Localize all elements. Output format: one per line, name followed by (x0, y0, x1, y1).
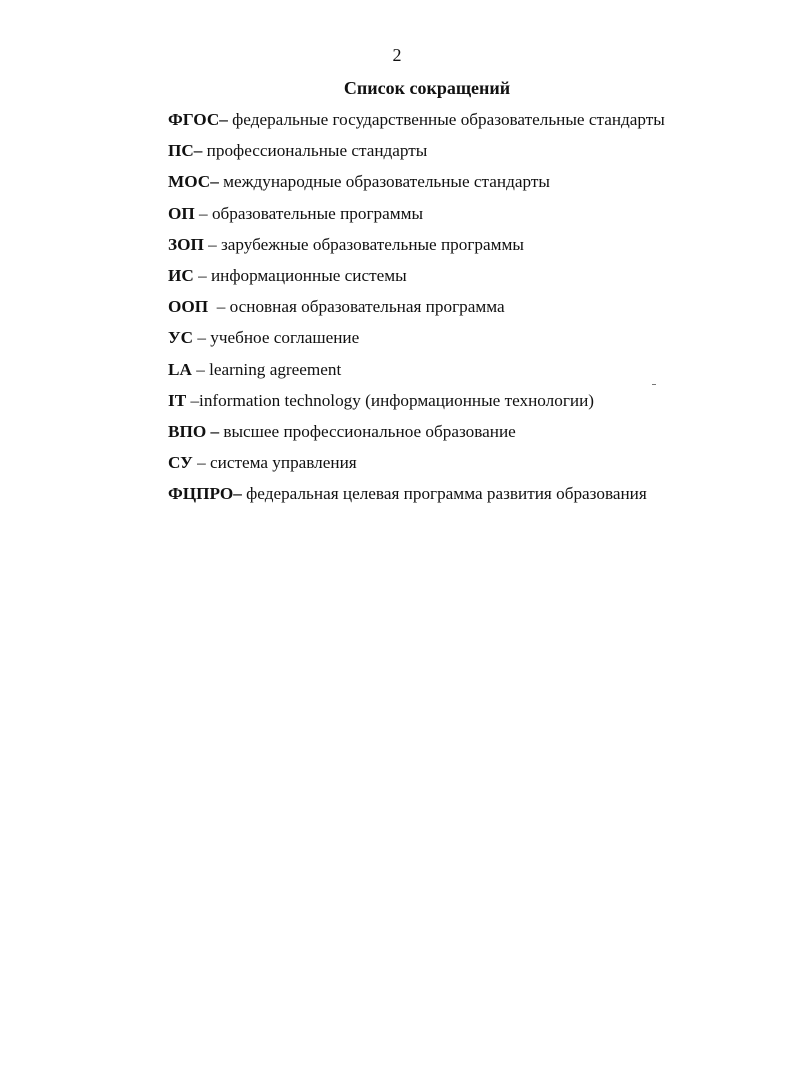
abbreviation-separator: – (203, 234, 217, 254)
abbreviation-term: ОП (168, 203, 195, 223)
abbreviation-separator: – (193, 328, 206, 348)
abbreviation-separator: – (191, 359, 205, 379)
list-item-is (168, 264, 768, 295)
abbreviation-term: LA (168, 359, 192, 379)
abbreviation-definition: learning agreement (204, 359, 342, 379)
page-title: Список сокращений (343, 78, 511, 98)
abbreviation-separator: – (192, 453, 206, 473)
list-item-la (168, 358, 768, 389)
abbreviation-definition: образовательные программы (207, 203, 424, 223)
abbreviation-term: IT (168, 390, 187, 410)
abbreviation-definition: высшее профессиональное образование (219, 421, 516, 441)
list-item-vpo (168, 420, 768, 451)
abbreviation-term: МОС (168, 172, 211, 192)
list-item-su (168, 451, 768, 482)
list-item-zop (168, 233, 768, 264)
page-number: 2 (392, 45, 402, 65)
abbreviation-separator: – (210, 172, 219, 192)
list-item-mos (168, 170, 768, 201)
abbreviation-separator: – (193, 265, 207, 285)
abbreviation-separator: – (233, 484, 242, 504)
abbreviation-definition: международные образовательные стандарты (218, 172, 550, 192)
abbreviation-definition: учебное соглашение (205, 328, 360, 348)
abbreviation-term: ВПО (168, 421, 207, 441)
abbreviation-definition: информационные системы (206, 265, 407, 285)
abbreviation-term: ФЦПРО (168, 484, 234, 504)
list-item-oop (168, 295, 768, 326)
abbreviation-definition: профессиональные стандарты (202, 141, 428, 161)
abbreviation-definition: федеральная целевая программа развития образования (241, 484, 647, 504)
abbreviation-separator: – (194, 203, 208, 223)
list-item-us (168, 326, 768, 357)
abbreviation-definition: information technology (информационные технологии) (199, 390, 594, 410)
abbreviation-definition: зарубежные образовательные программы (216, 234, 524, 254)
abbreviation-term: УС (168, 328, 194, 348)
abbreviation-separator: – (219, 110, 228, 129)
abbreviation-definition: система управления (205, 453, 357, 473)
abbreviation-separator: – (186, 390, 200, 410)
abbreviation-list (168, 108, 768, 513)
list-item-fcpro (168, 482, 768, 513)
abbreviation-definition: федеральные государственные образовательные стандарты (227, 110, 665, 129)
abbreviation-definition: основная образовательная программа (225, 297, 505, 317)
abbreviation-term: ИС (168, 265, 194, 285)
abbreviation-separator: – (206, 421, 220, 441)
list-item-ps (168, 139, 768, 170)
abbreviation-term: ПС (168, 141, 194, 161)
abbreviation-term: ЗОП (168, 234, 204, 254)
scan-artifact (652, 384, 656, 385)
abbreviation-term: СУ (168, 453, 193, 473)
abbreviation-term: ООП (168, 297, 209, 317)
list-item-op (168, 202, 768, 233)
abbreviation-separator: – (208, 297, 226, 317)
abbreviation-separator: – (193, 141, 203, 161)
list-item-it (168, 389, 768, 420)
abbreviation-term: ФГОС (168, 110, 220, 129)
list-item-fgos (168, 108, 768, 139)
